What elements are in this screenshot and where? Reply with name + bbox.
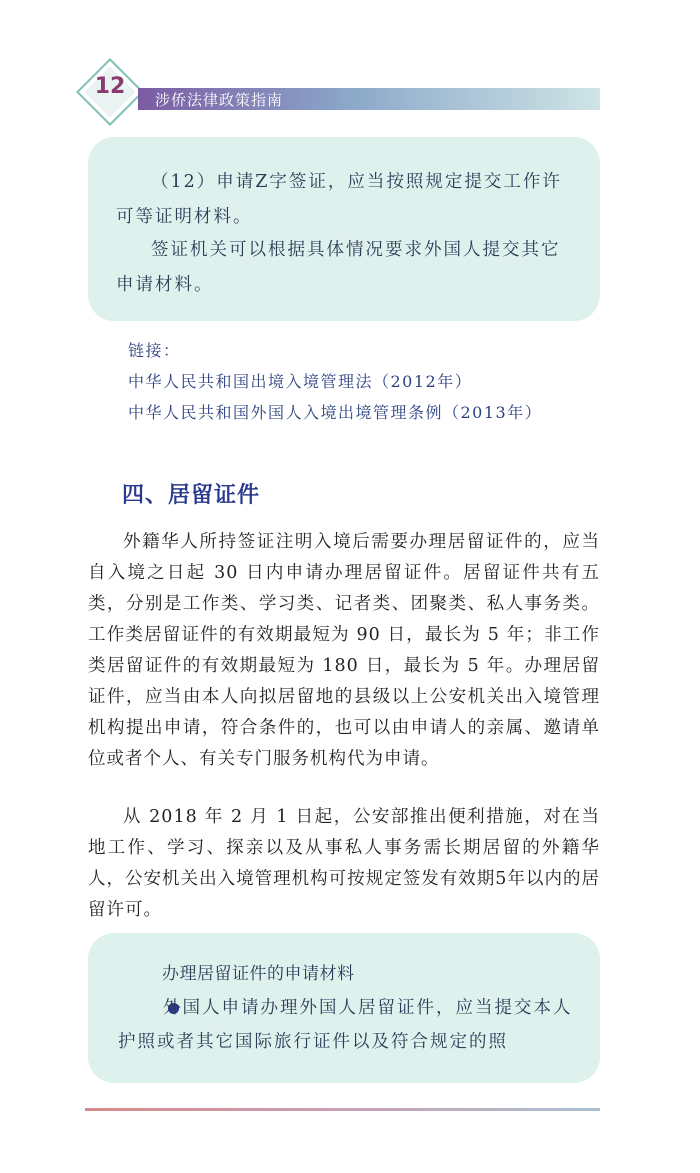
section-title: 四、居留证件 xyxy=(122,483,261,508)
footer-divider xyxy=(85,1108,600,1111)
visa-note-paragraph-2: 签证机关可以根据具体情况要求外国人提交其它申请材料。 xyxy=(116,240,561,295)
page-number: 12 xyxy=(94,74,126,99)
link-item[interactable]: 中华人民共和国出境入境管理法（2012年） xyxy=(128,372,473,391)
header-title: 涉侨法律政策指南 xyxy=(155,91,284,109)
materials-box xyxy=(88,933,600,1083)
visa-note-paragraph-1: （12）申请Z字签证，应当按照规定提交工作许可等证明材料。 xyxy=(116,172,562,227)
link-item[interactable]: 中华人民共和国外国人入境出境管理条例（2013年） xyxy=(128,403,543,422)
body-paragraph-1: 外籍华人所持签证注明入境后需要办理居留证件的，应当自入境之日起 30 日内申请办理居留证件。居留证件共有五类，分别是工作类、学习类、记者类、团聚类、私人事务类。工作类居留证件的有效期最短为 90 日，最长为 5 年；非工作类居留证件的有效期最短为 180 日，最长为 5 年。办理居留证件，应当由本人向拟居留地的县级以上公安机关出入境管理机构提出申请，符合条件的，也可以由申请人的亲属、邀请单位或者个人、有关专门服务机构代为申请。 xyxy=(88,532,600,769)
page-header xyxy=(0,0,700,130)
links-label: 链接： xyxy=(128,341,181,360)
materials-title: 办理居留证件的申请材料 xyxy=(162,964,355,984)
materials-text: 外国人申请办理外国人居留证件，应当提交本人护照或者其它国际旅行证件以及符合规定的照 xyxy=(118,998,573,1052)
visa-note-box xyxy=(88,137,600,321)
links-section xyxy=(128,335,608,428)
body-paragraph-2: 从 2018 年 2 月 1 日起，公安部推出便利措施，对在当地工作、学习、探亲以及从事私人事务需长期居留的外籍华人，公安机关出入境管理机构可按规定签发有效期5年以内的居留许可。 xyxy=(88,807,600,920)
